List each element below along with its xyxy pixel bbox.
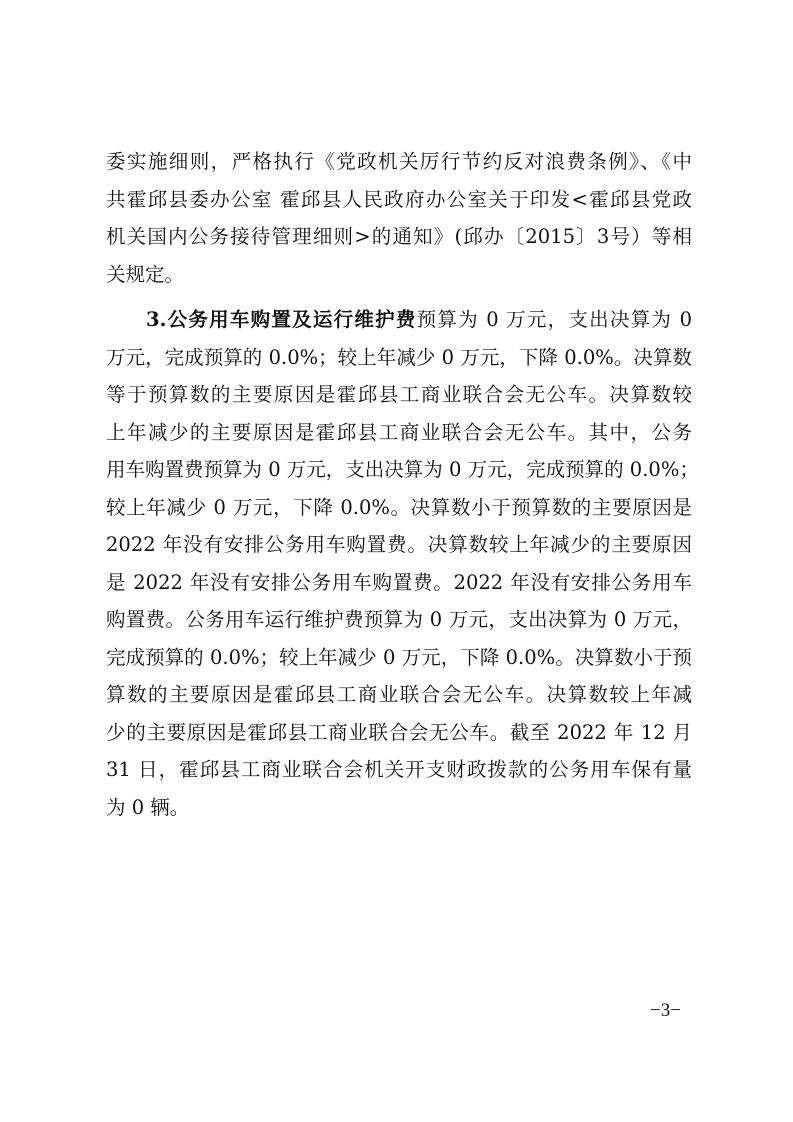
body-text: [106, 143, 699, 826]
text-line: 用车购置费预算为 0 万元，支出决算为 0 万元，完成预算的 0.0%；: [106, 458, 699, 481]
text-line: 关规定。: [106, 262, 185, 286]
text-line: 等于预算数的主要原因是霍邱县工商业联合会无公车。决算数较: [106, 383, 692, 406]
paragraph-reception-regulations: [106, 143, 692, 293]
text-line: 是 2022 年没有安排公务用车购置费。2022 年没有安排公务用车: [106, 570, 692, 594]
text-line: 31 日，霍邱县工商业联合会机关开支财政拨款的公务用车保有量: [106, 758, 692, 781]
heading-line-rest: 预算为 0 万元，支出决算为 0: [416, 308, 692, 331]
text-line: 委实施细则，严格执行《党政机关厉行节约反对浪费条例》、《中: [106, 150, 692, 173]
text-line: 上年减少的主要原因是霍邱县工商业联合会无公车。其中，公务: [106, 420, 692, 444]
text-line: 共霍邱县委办公室 霍邱县人民政府办公室关于印发<霍邱县党政: [106, 187, 692, 211]
text-line: [106, 301, 692, 339]
text-line: 算数的主要原因是霍邱县工商业联合会无公车。决算数较上年减: [106, 683, 692, 706]
text-line: 2022 年没有安排公务用车购置费。决算数较上年减少的主要原因: [106, 533, 692, 556]
text-line: 完成预算的 0.0%；较上年减少 0 万元，下降 0.0%。决算数小于预: [106, 645, 692, 669]
text-line: 机关国内公务接待管理细则>的通知》(邱办〔2015〕3号）等相: [106, 225, 692, 248]
text-line: 为 0 辆。: [106, 795, 190, 819]
text-line: 少的主要原因是霍邱县工商业联合会无公车。截至 2022 年 12 月: [106, 720, 692, 744]
text-line: 较上年减少 0 万元，下降 0.0%。决算数小于预算数的主要原因是: [106, 495, 692, 519]
page-number: −3−: [650, 1000, 681, 1021]
section-heading: 3.公务用车购置及运行维护费: [146, 308, 417, 331]
text-line: 购置费。公务用车运行维护费预算为 0 万元，支出决算为 0 万元，: [106, 608, 692, 631]
paragraph-vehicle-expenses: [106, 301, 699, 826]
text-line: 万元，完成预算的 0.0%；较上年减少 0 万元，下降 0.0%。决算数: [106, 345, 692, 369]
